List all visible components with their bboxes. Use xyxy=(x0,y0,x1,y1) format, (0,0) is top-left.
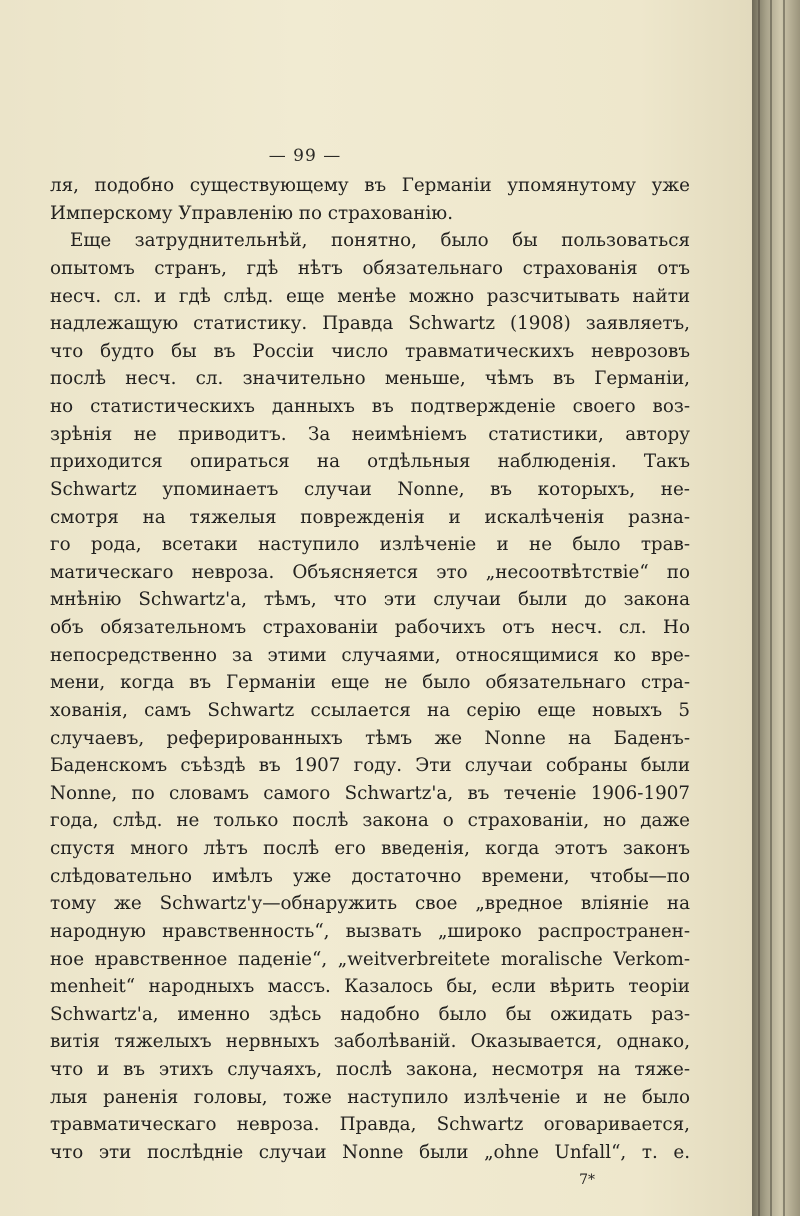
text-line: что и въ этихъ случаяхъ, послѣ закона, несмотря на тяже- xyxy=(50,1059,690,1080)
text-line: ное нравственное паденіе“, „weitverbreitete moralische Verkom- xyxy=(50,948,690,970)
signature-mark: 7* xyxy=(579,1171,595,1188)
text-line: матическаго невроза. Объясняется это „несоотвѣтствіе“ по xyxy=(50,561,690,583)
text-line: случаевъ, реферированныхъ тѣмъ же Nonne на Баденъ- xyxy=(50,727,690,749)
text-line: го рода, всетаки наступило излѣченіе и не было трав- xyxy=(50,534,690,556)
text-line: слѣдовательно имѣлъ уже достаточно времени, чтобы—по xyxy=(50,865,690,887)
text-line: тому же Schwartz'у—обнаружить свое „вредное вліяніе на xyxy=(50,893,690,915)
text-line: Еще затруднительнѣй, понятно, было бы пользоваться xyxy=(70,230,690,252)
text-line: объ обязательномъ страхованіи рабочихъ отъ несч. сл. Но xyxy=(50,617,690,638)
text-line: мнѣнію Schwartz'а, тѣмъ, что эти случаи были до закона xyxy=(50,589,690,611)
text-line: menheit“ народныхъ массъ. Казалось бы, если вѣрить теоріи xyxy=(50,976,690,998)
text-line: несч. сл. и гдѣ слѣд. еще менѣе можно разсчитывать найти xyxy=(50,285,690,307)
text-line: приходится опираться на отдѣльныя наблюденія. Такъ xyxy=(50,451,690,473)
text-line: Имперскому Управленію по страхованію. xyxy=(50,202,454,224)
text-line: спустя много лѣтъ послѣ его введенія, когда этотъ законъ xyxy=(50,838,690,859)
text-line: Schwartz'а, именно здѣсь надобно было бы ожидать раз- xyxy=(50,1003,690,1025)
body-text xyxy=(50,172,690,1194)
text-line: лыя раненія головы, тоже наступило излѣченіе и не было xyxy=(50,1086,690,1108)
text-line: мени, когда въ Германіи еще не было обязательнаго стра- xyxy=(50,672,690,694)
text-line: Баденскомъ съѣздѣ въ 1907 году. Эти случаи собраны были xyxy=(50,755,690,777)
text-line: что будто бы въ Россіи число травматическихъ неврозовъ xyxy=(50,340,690,362)
edge-line xyxy=(758,0,760,1216)
text-line: но статистическихъ данныхъ въ подтвержденіе своего воз- xyxy=(50,396,690,417)
edge-line xyxy=(770,0,772,1216)
text-line: что эти послѣдніе случаи Nonne были „ohne Unfall“, т. е. xyxy=(50,1141,690,1163)
text-line: смотря на тяжелыя поврежденія и искалѣченія разна- xyxy=(50,506,690,528)
text-line: Nonne, по словамъ самого Schwartz'а, въ теченіе 1906-1907 xyxy=(50,782,690,804)
text-line: послѣ несч. сл. значительно меньше, чѣмъ въ Германіи, xyxy=(50,368,690,390)
text-line: зрѣнія не приводитъ. За неимѣніемъ статистики, автору xyxy=(50,423,690,445)
text-line: надлежащую статистику. Правда Schwartz (1908) заявляетъ, xyxy=(50,313,690,335)
text-line: витія тяжелыхъ нервныхъ заболѣваній. Оказывается, однако, xyxy=(50,1031,690,1053)
text-line: непосредственно за этими случаями, относящимися ко вре- xyxy=(50,644,690,666)
page-number: — 99 — xyxy=(268,146,342,166)
text-line: года, слѣд. не только послѣ закона о страхованіи, но даже xyxy=(50,810,690,832)
text-line: опытомъ странъ, гдѣ нѣтъ обязательнаго страхованія отъ xyxy=(50,257,690,279)
text-line: народную нравственность“, вызвать „широко распространен- xyxy=(50,920,690,942)
text-line: ля, подобно существующему въ Германіи упомянутому уже xyxy=(50,175,690,196)
book-spine-edge xyxy=(752,0,800,1216)
edge-line xyxy=(783,0,785,1216)
text-line: травматическаго невроза. Правда, Schwartz оговаривается, xyxy=(50,1114,690,1136)
text-line: Schwartz упоминаетъ случаи Nonne, въ которыхъ, не- xyxy=(50,478,690,500)
text-line: хованія, самъ Schwartz ссылается на серію еще новыхъ 5 xyxy=(50,699,690,721)
